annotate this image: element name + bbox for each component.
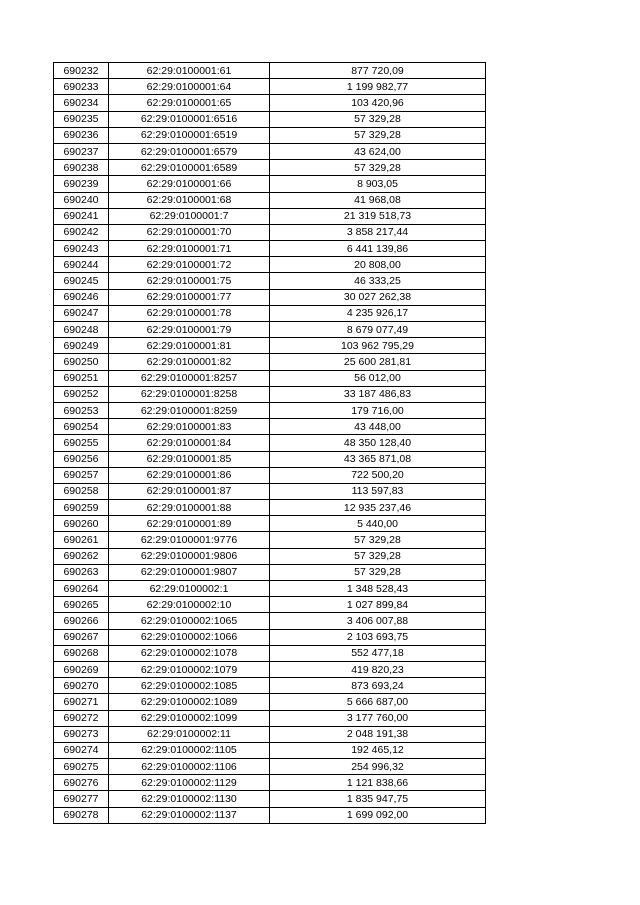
cadastral-number-cell: 62:29:0100002:1105 <box>109 742 270 758</box>
cadastral-number-cell: 62:29:0100001:85 <box>109 451 270 467</box>
row-number-cell: 690275 <box>54 759 109 775</box>
value-cell: 20 808,00 <box>270 257 486 273</box>
cadastral-number-cell: 62:29:0100002:1106 <box>109 759 270 775</box>
table-body <box>54 63 486 824</box>
table-row <box>54 548 486 564</box>
row-number-cell: 690262 <box>54 548 109 564</box>
value-cell: 2 048 191,38 <box>270 726 486 742</box>
cadastral-number-cell: 62:29:0100001:6579 <box>109 143 270 159</box>
value-cell: 8 903,05 <box>270 176 486 192</box>
row-number-cell: 690277 <box>54 791 109 807</box>
value-cell: 57 329,28 <box>270 548 486 564</box>
cadastral-number-cell: 62:29:0100001:88 <box>109 500 270 516</box>
spreadsheet-page <box>53 62 486 824</box>
cadastral-number-cell: 62:29:0100002:1065 <box>109 613 270 629</box>
cadastral-number-cell: 62:29:0100001:64 <box>109 79 270 95</box>
row-number-cell: 690270 <box>54 678 109 694</box>
cadastral-number-cell: 62:29:0100001:79 <box>109 322 270 338</box>
cadastral-number-cell: 62:29:0100001:7 <box>109 208 270 224</box>
cadastral-number-cell: 62:29:0100001:77 <box>109 289 270 305</box>
cadastral-number-cell: 62:29:0100002:1089 <box>109 694 270 710</box>
row-number-cell: 690241 <box>54 208 109 224</box>
cadastral-number-cell: 62:29:0100001:89 <box>109 516 270 532</box>
row-number-cell: 690252 <box>54 386 109 402</box>
cadastral-number-cell: 62:29:0100001:66 <box>109 176 270 192</box>
row-number-cell: 690256 <box>54 451 109 467</box>
cadastral-number-cell: 62:29:0100001:6589 <box>109 160 270 176</box>
table-row <box>54 386 486 402</box>
table-row <box>54 742 486 758</box>
value-cell: 8 679 077,49 <box>270 322 486 338</box>
cadastral-number-cell: 62:29:0100001:9776 <box>109 532 270 548</box>
cadastral-number-cell: 62:29:0100001:84 <box>109 435 270 451</box>
cadastral-number-cell: 62:29:0100001:71 <box>109 241 270 257</box>
cadastral-number-cell: 62:29:0100002:1066 <box>109 629 270 645</box>
cadastral-number-cell: 62:29:0100001:8258 <box>109 386 270 402</box>
table-row <box>54 419 486 435</box>
row-number-cell: 690276 <box>54 775 109 791</box>
row-number-cell: 690260 <box>54 516 109 532</box>
table-row <box>54 305 486 321</box>
table-row <box>54 289 486 305</box>
table-row <box>54 564 486 580</box>
cadastral-number-cell: 62:29:0100001:83 <box>109 419 270 435</box>
row-number-cell: 690251 <box>54 370 109 386</box>
row-number-cell: 690253 <box>54 402 109 418</box>
row-number-cell: 690273 <box>54 726 109 742</box>
cadastral-number-cell: 62:29:0100001:87 <box>109 483 270 499</box>
table-row <box>54 338 486 354</box>
value-cell: 103 420,96 <box>270 95 486 111</box>
row-number-cell: 690235 <box>54 111 109 127</box>
row-number-cell: 690267 <box>54 629 109 645</box>
value-cell: 3 858 217,44 <box>270 224 486 240</box>
table-row <box>54 581 486 597</box>
table-row <box>54 63 486 79</box>
value-cell: 1 835 947,75 <box>270 791 486 807</box>
value-cell: 2 103 693,75 <box>270 629 486 645</box>
row-number-cell: 690234 <box>54 95 109 111</box>
cadastral-number-cell: 62:29:0100002:1099 <box>109 710 270 726</box>
value-cell: 254 996,32 <box>270 759 486 775</box>
cadastral-number-cell: 62:29:0100001:9807 <box>109 564 270 580</box>
row-number-cell: 690250 <box>54 354 109 370</box>
value-cell: 1 199 982,77 <box>270 79 486 95</box>
value-cell: 57 329,28 <box>270 127 486 143</box>
cadastral-number-cell: 62:29:0100001:75 <box>109 273 270 289</box>
cadastral-number-cell: 62:29:0100001:82 <box>109 354 270 370</box>
cadastral-number-cell: 62:29:0100002:1079 <box>109 661 270 677</box>
row-number-cell: 690239 <box>54 176 109 192</box>
cadastral-number-cell: 62:29:0100001:81 <box>109 338 270 354</box>
table-row <box>54 710 486 726</box>
row-number-cell: 690272 <box>54 710 109 726</box>
cadastral-number-cell: 62:29:0100001:78 <box>109 305 270 321</box>
value-cell: 46 333,25 <box>270 273 486 289</box>
row-number-cell: 690232 <box>54 63 109 79</box>
cadastral-number-cell: 62:29:0100002:1078 <box>109 645 270 661</box>
table-row <box>54 597 486 613</box>
table-row <box>54 775 486 791</box>
table-row <box>54 322 486 338</box>
table-row <box>54 791 486 807</box>
row-number-cell: 690265 <box>54 597 109 613</box>
cadastral-number-cell: 62:29:0100001:8259 <box>109 402 270 418</box>
table-row <box>54 500 486 516</box>
table-row <box>54 435 486 451</box>
table-row <box>54 694 486 710</box>
row-number-cell: 690278 <box>54 807 109 823</box>
cadastral-number-cell: 62:29:0100002:1130 <box>109 791 270 807</box>
value-cell: 552 477,18 <box>270 645 486 661</box>
value-cell: 103 962 795,29 <box>270 338 486 354</box>
table-row <box>54 192 486 208</box>
row-number-cell: 690233 <box>54 79 109 95</box>
value-cell: 43 624,00 <box>270 143 486 159</box>
value-cell: 25 600 281,81 <box>270 354 486 370</box>
row-number-cell: 690236 <box>54 127 109 143</box>
table-row <box>54 111 486 127</box>
value-cell: 1 348 528,43 <box>270 581 486 597</box>
value-cell: 419 820,23 <box>270 661 486 677</box>
value-cell: 56 012,00 <box>270 370 486 386</box>
table-row <box>54 726 486 742</box>
row-number-cell: 690268 <box>54 645 109 661</box>
table-row <box>54 451 486 467</box>
table-row <box>54 273 486 289</box>
table-row <box>54 516 486 532</box>
table-row <box>54 143 486 159</box>
row-number-cell: 690247 <box>54 305 109 321</box>
row-number-cell: 690244 <box>54 257 109 273</box>
value-cell: 192 465,12 <box>270 742 486 758</box>
table-row <box>54 613 486 629</box>
table-row <box>54 629 486 645</box>
value-cell: 1 121 838,66 <box>270 775 486 791</box>
value-cell: 179 716,00 <box>270 402 486 418</box>
row-number-cell: 690263 <box>54 564 109 580</box>
value-cell: 57 329,28 <box>270 532 486 548</box>
table-row <box>54 127 486 143</box>
row-number-cell: 690266 <box>54 613 109 629</box>
table-row <box>54 241 486 257</box>
cadastral-number-cell: 62:29:0100002:10 <box>109 597 270 613</box>
cadastral-number-cell: 62:29:0100001:70 <box>109 224 270 240</box>
row-number-cell: 690243 <box>54 241 109 257</box>
row-number-cell: 690261 <box>54 532 109 548</box>
cadastral-number-cell: 62:29:0100002:1129 <box>109 775 270 791</box>
value-cell: 57 329,28 <box>270 160 486 176</box>
row-number-cell: 690242 <box>54 224 109 240</box>
value-cell: 48 350 128,40 <box>270 435 486 451</box>
table-row <box>54 661 486 677</box>
table-row <box>54 678 486 694</box>
cadastral-number-cell: 62:29:0100001:8257 <box>109 370 270 386</box>
value-cell: 877 720,09 <box>270 63 486 79</box>
value-cell: 43 448,00 <box>270 419 486 435</box>
row-number-cell: 690258 <box>54 483 109 499</box>
row-number-cell: 690237 <box>54 143 109 159</box>
value-cell: 12 935 237,46 <box>270 500 486 516</box>
table-row <box>54 807 486 823</box>
table-row <box>54 370 486 386</box>
row-number-cell: 690255 <box>54 435 109 451</box>
row-number-cell: 690264 <box>54 581 109 597</box>
table-row <box>54 532 486 548</box>
value-cell: 43 365 871,08 <box>270 451 486 467</box>
table-row <box>54 483 486 499</box>
table-row <box>54 95 486 111</box>
row-number-cell: 690246 <box>54 289 109 305</box>
cadastral-number-cell: 62:29:0100001:68 <box>109 192 270 208</box>
table-row <box>54 645 486 661</box>
row-number-cell: 690271 <box>54 694 109 710</box>
table-row <box>54 467 486 483</box>
value-cell: 30 027 262,38 <box>270 289 486 305</box>
cadastral-number-cell: 62:29:0100001:72 <box>109 257 270 273</box>
value-cell: 3 177 760,00 <box>270 710 486 726</box>
value-cell: 33 187 486,83 <box>270 386 486 402</box>
table-row <box>54 354 486 370</box>
value-cell: 1 027 899,84 <box>270 597 486 613</box>
table-row <box>54 176 486 192</box>
table-row <box>54 160 486 176</box>
cadastral-number-cell: 62:29:0100002:11 <box>109 726 270 742</box>
value-cell: 5 666 687,00 <box>270 694 486 710</box>
table-row <box>54 759 486 775</box>
row-number-cell: 690245 <box>54 273 109 289</box>
value-cell: 3 406 007,88 <box>270 613 486 629</box>
cadastral-number-cell: 62:29:0100001:6519 <box>109 127 270 143</box>
table-row <box>54 402 486 418</box>
row-number-cell: 690269 <box>54 661 109 677</box>
row-number-cell: 690240 <box>54 192 109 208</box>
row-number-cell: 690257 <box>54 467 109 483</box>
cadastral-number-cell: 62:29:0100001:61 <box>109 63 270 79</box>
cadastral-number-cell: 62:29:0100002:1085 <box>109 678 270 694</box>
table-row <box>54 257 486 273</box>
value-cell: 5 440,00 <box>270 516 486 532</box>
row-number-cell: 690249 <box>54 338 109 354</box>
row-number-cell: 690259 <box>54 500 109 516</box>
cadastral-number-cell: 62:29:0100001:9806 <box>109 548 270 564</box>
cadastral-number-cell: 62:29:0100001:65 <box>109 95 270 111</box>
cadastral-number-cell: 62:29:0100002:1 <box>109 581 270 597</box>
value-cell: 4 235 926,17 <box>270 305 486 321</box>
table-row <box>54 79 486 95</box>
cadastral-number-cell: 62:29:0100001:86 <box>109 467 270 483</box>
value-cell: 57 329,28 <box>270 111 486 127</box>
value-cell: 1 699 092,00 <box>270 807 486 823</box>
value-cell: 41 968,08 <box>270 192 486 208</box>
value-cell: 722 500,20 <box>270 467 486 483</box>
value-cell: 113 597,83 <box>270 483 486 499</box>
row-number-cell: 690274 <box>54 742 109 758</box>
table-row <box>54 224 486 240</box>
cadastral-number-cell: 62:29:0100001:6516 <box>109 111 270 127</box>
value-cell: 6 441 139,86 <box>270 241 486 257</box>
value-cell: 57 329,28 <box>270 564 486 580</box>
row-number-cell: 690248 <box>54 322 109 338</box>
value-cell: 873 693,24 <box>270 678 486 694</box>
cadastral-number-cell: 62:29:0100002:1137 <box>109 807 270 823</box>
table-row <box>54 208 486 224</box>
row-number-cell: 690254 <box>54 419 109 435</box>
cadastral-value-table <box>53 62 486 824</box>
value-cell: 21 319 518,73 <box>270 208 486 224</box>
row-number-cell: 690238 <box>54 160 109 176</box>
